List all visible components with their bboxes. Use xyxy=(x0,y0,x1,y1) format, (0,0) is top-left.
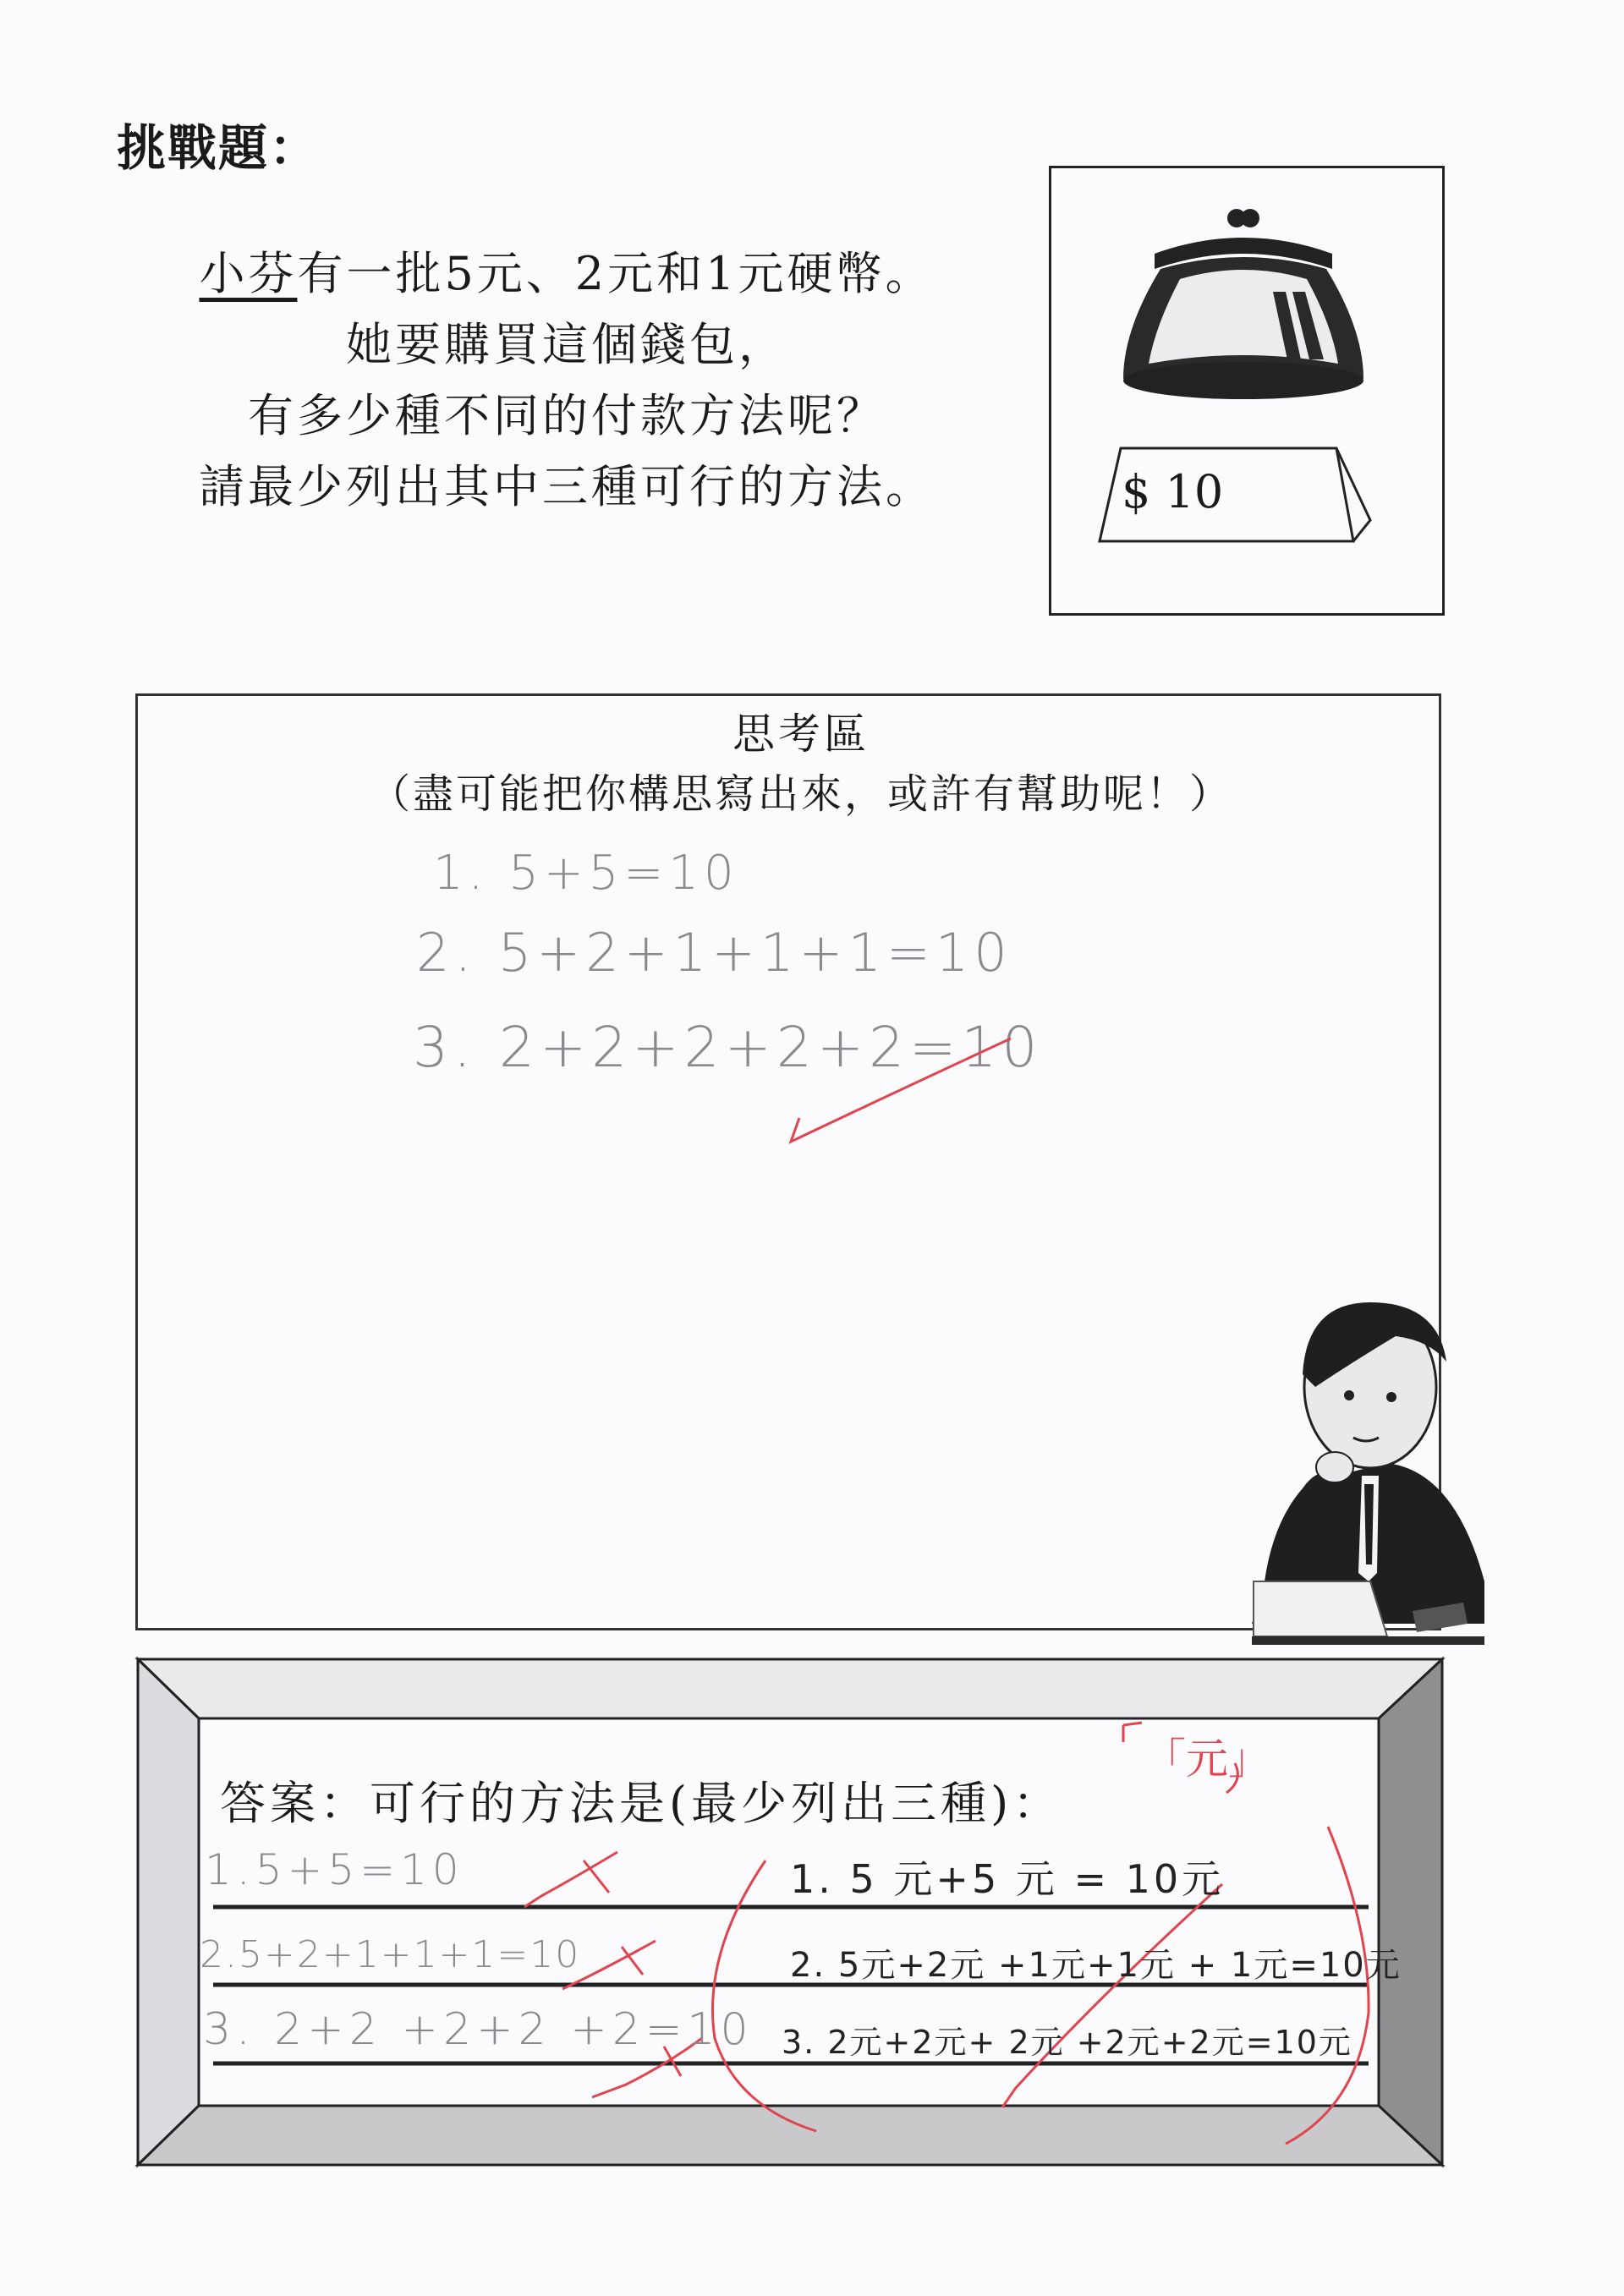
answer-right-line-3: 3. 2元+2元+ 2元 +2元+2元=10元 xyxy=(782,2024,1352,2061)
problem-line-4: 請最少列出其中三種可行的方法。 xyxy=(199,460,935,513)
answer-right-line-2: 2. 5元+2元 +1元+1元 + 1元=10元 xyxy=(790,1946,1402,1985)
thinking-area-subtitle: （盡可能把你構思寫出來，或許有幫助呢！） xyxy=(369,770,1232,818)
work-line-1: 1. 5+5=10 xyxy=(433,846,739,901)
work-line-2: 2. 5+2+1+1+1=10 xyxy=(416,922,1012,984)
thinking-area-title: 思考區 xyxy=(732,710,870,759)
check-mark-thinking xyxy=(791,1038,1011,1142)
answer-left-line-1: 1.5+5=10 xyxy=(205,1845,464,1894)
answer-right-line-1: 1. 5 元+5 元 = 10元 xyxy=(790,1856,1225,1902)
problem-line-3: 有多少種不同的付款方法呢？ xyxy=(248,389,886,442)
purse-icon xyxy=(1123,209,1363,399)
boy-illustration xyxy=(1252,1302,1484,1645)
problem-line-2: 她要購買這個錢包， xyxy=(346,318,787,371)
price-label: $ 10 xyxy=(1122,465,1224,518)
student-name: 小芬 xyxy=(199,247,298,300)
answer-left-line-2: 2.5+2+1+1+1=10 xyxy=(200,1933,581,1976)
problem-line-1-rest: 有一批5元、2元和1元硬幣。 xyxy=(297,247,935,300)
answer-left-line-3: 3. 2+2 +2+2 +2=10 xyxy=(203,2004,754,2055)
challenge-title: 挑戰題： xyxy=(117,119,321,177)
teacher-note: 「元」 xyxy=(1144,1734,1270,1784)
answer-label: 答案：可行的方法是(最少列出三種)： xyxy=(220,1777,1063,1830)
work-line-3: 3. 2+2+2+2+2=10 xyxy=(413,1015,1043,1080)
